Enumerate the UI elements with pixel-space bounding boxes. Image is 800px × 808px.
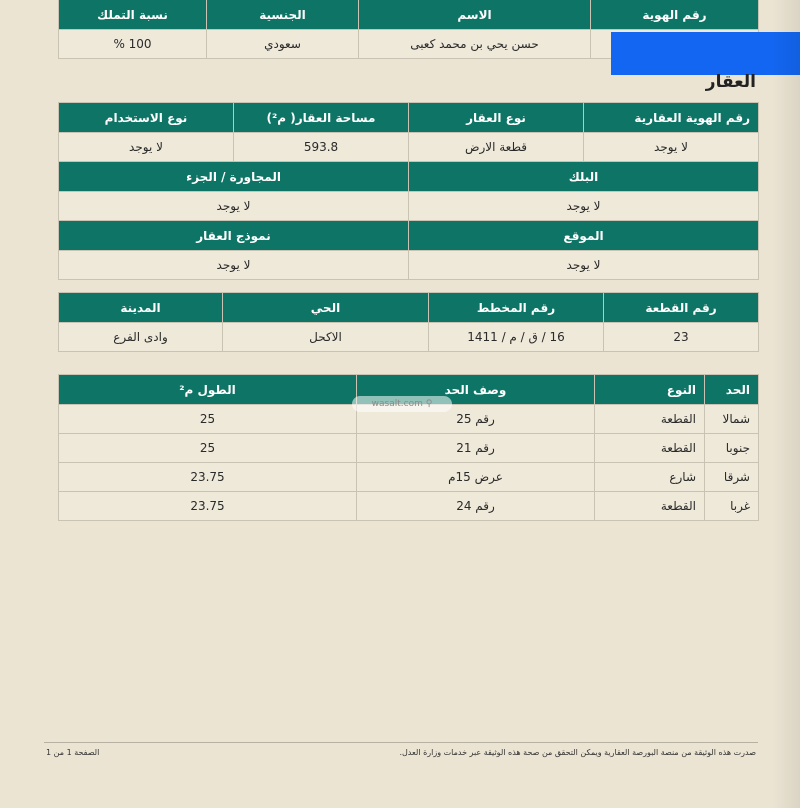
cell-block: لا يوجد <box>409 192 759 221</box>
table-row <box>59 492 759 521</box>
header-boundary-type: النوع <box>595 375 705 405</box>
cell-ownership-ratio: 100 % <box>59 30 207 59</box>
cell-name: حسن يحي بن محمد كعبى <box>359 30 591 59</box>
property-header-row-3 <box>59 221 759 251</box>
cell-boundary-type: القطعة <box>595 405 705 434</box>
cell-property-area: 593.8 <box>234 133 409 162</box>
owner-header-row <box>59 0 759 30</box>
header-boundary-description: وصف الحد <box>357 375 595 405</box>
header-district: الحي <box>223 293 429 323</box>
cell-boundary-description: رقم 25 <box>357 405 595 434</box>
header-property-type: نوع العقار <box>409 103 584 133</box>
cell-boundary-type: القطعة <box>595 434 705 463</box>
cell-property-id: لا يوجد <box>584 133 759 162</box>
redaction-box <box>611 32 800 75</box>
cell-boundary-length: 23.75 <box>59 463 357 492</box>
header-boundary-length: الطول م² <box>59 375 357 405</box>
header-city: المدينة <box>59 293 223 323</box>
table-row <box>59 463 759 492</box>
cell-city: وادى الفرع <box>59 323 223 352</box>
cell-location: لا يوجد <box>409 251 759 280</box>
property-header-row-1 <box>59 103 759 133</box>
cell-district: الاكحل <box>223 323 429 352</box>
cell-boundary: شرقا <box>705 463 759 492</box>
cell-nationality: سعودي <box>207 30 359 59</box>
header-neighbourhood-part: المجاورة / الجزء <box>59 162 409 192</box>
plot-value-row <box>59 323 759 352</box>
footer-divider <box>44 742 758 743</box>
header-property-area: مساحة العقار( م²) <box>234 103 409 133</box>
header-name: الاسم <box>359 0 591 30</box>
property-value-row-1 <box>59 133 759 162</box>
cell-boundary-type: القطعة <box>595 492 705 521</box>
plot-table <box>58 292 759 352</box>
plot-header-row <box>59 293 759 323</box>
cell-usage-type: لا يوجد <box>59 133 234 162</box>
cell-boundary-type: شارع <box>595 463 705 492</box>
header-id-number: رقم الهوية <box>591 0 759 30</box>
cell-boundary: جنوبا <box>705 434 759 463</box>
header-scheme-number: رقم المخطط <box>429 293 604 323</box>
cell-property-type: قطعة الارض <box>409 133 584 162</box>
cell-boundary-length: 25 <box>59 434 357 463</box>
header-usage-type: نوع الاستخدام <box>59 103 234 133</box>
table-row <box>59 434 759 463</box>
footer-note: صدرت هذه الوثيقة من منصة البورصة العقارية ويمكن التحقق من صحة هذه الوثيقة عبر خدمات وزارة العدل. <box>399 748 756 757</box>
cell-plot-number: 23 <box>604 323 759 352</box>
property-header-row-2 <box>59 162 759 192</box>
page-number: الصفحة 1 من 1 <box>46 748 100 757</box>
header-block: البلك <box>409 162 759 192</box>
cell-boundary-description: عرض 15م <box>357 463 595 492</box>
cell-property-model: لا يوجد <box>59 251 409 280</box>
property-table <box>58 102 759 280</box>
header-plot-number: رقم القطعة <box>604 293 759 323</box>
watermark: wasalt.com ⚲ <box>352 396 452 412</box>
cell-boundary: غربا <box>705 492 759 521</box>
header-boundary: الحد <box>705 375 759 405</box>
property-value-row-2 <box>59 192 759 221</box>
header-nationality: الجنسية <box>207 0 359 30</box>
property-value-row-3 <box>59 251 759 280</box>
cell-boundary-description: رقم 21 <box>357 434 595 463</box>
section-title: العقار <box>705 72 756 92</box>
cell-boundary-description: رقم 24 <box>357 492 595 521</box>
header-ownership-ratio: نسبة التملك <box>59 0 207 30</box>
cell-boundary: شمالا <box>705 405 759 434</box>
header-property-id: رقم الهوية العقارية <box>584 103 759 133</box>
cell-boundary-length: 23.75 <box>59 492 357 521</box>
header-property-model: نموذج العقار <box>59 221 409 251</box>
header-location: الموقع <box>409 221 759 251</box>
cell-boundary-length: 25 <box>59 405 357 434</box>
cell-neighbourhood-part: لا يوجد <box>59 192 409 221</box>
cell-scheme-number: 16 / ق / م / 1411 <box>429 323 604 352</box>
